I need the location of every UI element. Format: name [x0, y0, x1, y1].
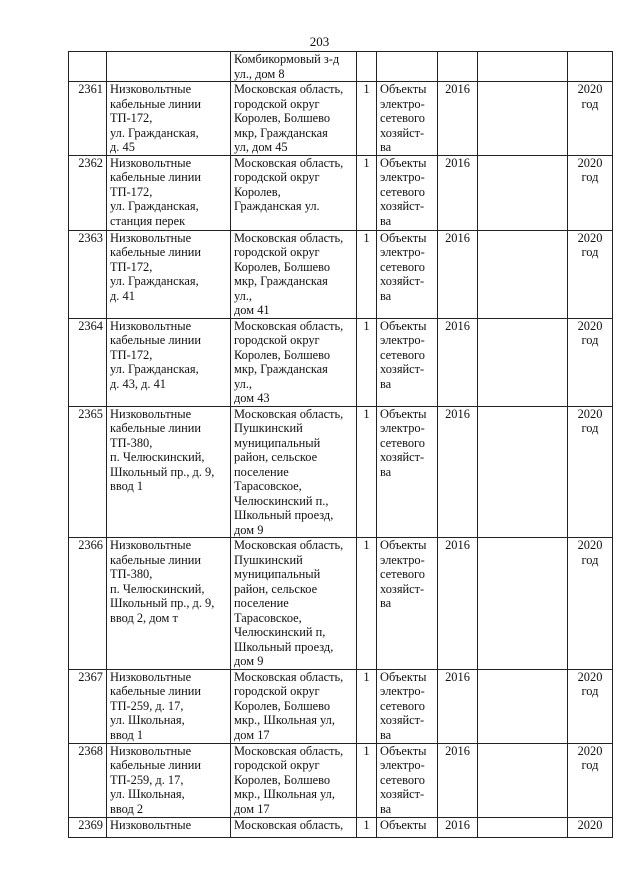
- address-line: Королев, Болшево: [234, 698, 331, 713]
- address-line: дом 41: [234, 303, 270, 317]
- address-line: мкр, Гражданская: [234, 125, 328, 140]
- period-line: год: [581, 684, 599, 698]
- cell-blank: [478, 669, 568, 743]
- name-line: Низковольтные: [110, 406, 192, 421]
- type-line: электро-: [380, 684, 425, 698]
- type-line: хозяйст-: [380, 125, 425, 140]
- type-line: Объекты: [380, 669, 427, 684]
- type-line: ва: [380, 140, 392, 154]
- page-number: 203: [309, 34, 330, 49]
- address-line: дом 17: [234, 727, 270, 742]
- name-line: Низковольтные: [110, 817, 192, 832]
- cell-qty: 1: [357, 82, 377, 156]
- address-line: городской округ: [234, 758, 320, 772]
- type-line: электро-: [380, 245, 425, 259]
- register-body: [69, 52, 613, 838]
- row-number: 2364: [69, 318, 107, 406]
- cell-type: [377, 743, 438, 817]
- cell-type: [377, 817, 438, 837]
- name-line: кабельные линии: [110, 684, 202, 698]
- type-line: Объекты: [380, 155, 427, 170]
- name-line: кабельные линии: [110, 245, 202, 259]
- type-line: Объекты: [380, 817, 427, 832]
- type-line: Объекты: [380, 230, 427, 245]
- address-line: поселение: [234, 596, 289, 610]
- cell-qty: [357, 52, 377, 82]
- cell-period: [568, 538, 613, 670]
- period-line: год: [581, 245, 599, 259]
- cell-type: [377, 318, 438, 406]
- cell-blank: [478, 406, 568, 538]
- cell-year: 2016: [438, 318, 478, 406]
- type-line: ва: [380, 213, 392, 228]
- name-line: кабельные линии: [110, 96, 202, 111]
- name-line: ул. Школьная,: [110, 787, 185, 801]
- address-line: Московская область,: [234, 538, 344, 552]
- cell-qty: 1: [357, 538, 377, 670]
- type-line: хозяйст-: [380, 581, 425, 596]
- name-line: ТП-172,: [110, 347, 153, 362]
- period-line: год: [581, 758, 599, 772]
- name-line: ТП-172,: [110, 259, 153, 274]
- address-line: мкр., Школьная ул,: [234, 713, 335, 727]
- period-line: год: [581, 552, 599, 567]
- name-line: ввод 2, дом т: [110, 610, 178, 625]
- address-line: городской округ: [234, 245, 320, 259]
- cell-type: [377, 82, 438, 156]
- address-line: Московская область,: [234, 155, 344, 170]
- type-line: хозяйст-: [380, 274, 425, 288]
- type-line: ва: [380, 727, 392, 742]
- type-line: сетевого: [380, 698, 425, 713]
- cell-period: [568, 817, 613, 837]
- cell-period: [568, 155, 613, 230]
- name-line: Низковольтные: [110, 318, 192, 333]
- address-line: Школьный проезд,: [234, 639, 334, 654]
- type-line: электро-: [380, 333, 425, 347]
- cell-blank: [478, 318, 568, 406]
- name-line: ввод 1: [110, 479, 144, 493]
- cell-type: [377, 155, 438, 230]
- table-row-continuation: [69, 52, 613, 82]
- cell-year: 2016: [438, 230, 478, 318]
- address-line: Королев, Болшево: [234, 772, 331, 787]
- cell-period: [568, 318, 613, 406]
- cell-qty: 1: [357, 230, 377, 318]
- cell-period: [568, 52, 613, 82]
- type-line: хозяйст-: [380, 450, 425, 464]
- period-line: 2020: [577, 82, 603, 96]
- address-line: ул, дом 45: [234, 140, 288, 154]
- table-row: [69, 817, 613, 837]
- type-line: сетевого: [380, 111, 425, 125]
- address-line: дом 9: [234, 522, 264, 537]
- cell-address: [231, 538, 357, 670]
- period-line: 2020: [577, 743, 603, 758]
- type-line: хозяйст-: [380, 787, 425, 801]
- name-line: Низковольтные: [110, 669, 192, 684]
- type-line: сетевого: [380, 184, 425, 199]
- name-line: кабельные линии: [110, 421, 202, 435]
- cell-address: [231, 743, 357, 817]
- address-line: городской округ: [234, 170, 320, 184]
- address-line: городской округ: [234, 684, 320, 698]
- address-line: ул.,: [234, 376, 253, 391]
- name-line: ул. Гражданская,: [110, 362, 199, 376]
- cell-name: [107, 52, 231, 82]
- row-number: 2363: [69, 230, 107, 318]
- row-number: 2369: [69, 817, 107, 837]
- cell-address: [231, 230, 357, 318]
- period-line: год: [581, 333, 599, 347]
- type-line: сетевого: [380, 347, 425, 362]
- address-line: Гражданская ул.: [234, 199, 320, 213]
- cell-year: 2016: [438, 669, 478, 743]
- type-line: сетевого: [380, 772, 425, 787]
- cell-type: [377, 230, 438, 318]
- name-line: Низковольтные: [110, 155, 192, 170]
- name-line: ТП-380,: [110, 435, 153, 450]
- address-line: мкр, Гражданская: [234, 274, 328, 288]
- name-line: ТП-380,: [110, 567, 153, 581]
- cell-period: [568, 669, 613, 743]
- type-line: сетевого: [380, 567, 425, 581]
- cell-year: 2016: [438, 82, 478, 156]
- row-number: 2362: [69, 155, 107, 230]
- cell-address: [231, 406, 357, 538]
- name-line: ул. Гражданская,: [110, 199, 199, 213]
- address-line: Королев, Болшево: [234, 111, 331, 125]
- cell-blank: [478, 743, 568, 817]
- type-line: электро-: [380, 758, 425, 772]
- cell-address: [231, 318, 357, 406]
- register-table: [68, 51, 613, 838]
- cell-period: [568, 230, 613, 318]
- address-line: Королев, Болшево: [234, 259, 331, 274]
- cell-qty: 1: [357, 155, 377, 230]
- period-line: 2020: [577, 155, 603, 170]
- cell-address: [231, 52, 357, 82]
- address-line: Тарасовское,: [234, 610, 302, 625]
- type-line: хозяйст-: [380, 199, 425, 213]
- type-line: ва: [380, 288, 392, 303]
- address-line: Московская область,: [234, 82, 344, 96]
- cell-qty: 1: [357, 318, 377, 406]
- address-line: муниципальный: [234, 435, 321, 450]
- type-line: Объекты: [380, 318, 427, 333]
- name-line: ул. Гражданская,: [110, 125, 199, 140]
- cell-type: [377, 406, 438, 538]
- address-line: Московская область,: [234, 743, 344, 758]
- period-line: 2020: [577, 318, 603, 333]
- name-line: ТП-259, д. 17,: [110, 772, 184, 787]
- cell-period: [568, 406, 613, 538]
- name-line: станция перек: [110, 213, 186, 228]
- cell-blank: [478, 82, 568, 156]
- type-line: хозяйст-: [380, 362, 425, 376]
- cell-blank: [478, 538, 568, 670]
- table-row: [69, 669, 613, 743]
- type-line: сетевого: [380, 259, 425, 274]
- name-line: Низковольтные: [110, 82, 192, 96]
- cell-name: [107, 538, 231, 670]
- type-line: Объекты: [380, 406, 427, 421]
- type-line: Объекты: [380, 82, 427, 96]
- name-line: Низковольтные: [110, 230, 192, 245]
- type-line: ва: [380, 596, 392, 610]
- address-line: Московская область,: [234, 817, 344, 832]
- cell-name: [107, 669, 231, 743]
- table-row: [69, 230, 613, 318]
- cell-type: [377, 669, 438, 743]
- name-line: кабельные линии: [110, 333, 202, 347]
- address-line: ул.,: [234, 288, 253, 303]
- cell-year: 2016: [438, 743, 478, 817]
- cell-blank: [478, 52, 568, 82]
- type-line: электро-: [380, 170, 425, 184]
- cell-blank: [478, 230, 568, 318]
- address-line: Московская область,: [234, 230, 344, 245]
- row-number: 2368: [69, 743, 107, 817]
- period-line: 2020: [577, 406, 603, 421]
- name-line: ТП-172,: [110, 111, 153, 125]
- address-line: ул., дом 8: [234, 66, 285, 81]
- name-line: кабельные линии: [110, 170, 202, 184]
- address-line: городской округ: [234, 96, 320, 111]
- table-row: [69, 318, 613, 406]
- name-line: Школьный пр., д. 9,: [110, 464, 215, 479]
- address-line: Московская область,: [234, 406, 344, 421]
- name-line: Низковольтные: [110, 743, 192, 758]
- address-line: Московская область,: [234, 669, 344, 684]
- type-line: ва: [380, 376, 392, 391]
- address-line: Королев,: [234, 184, 281, 199]
- row-number: 2365: [69, 406, 107, 538]
- name-line: ТП-172,: [110, 184, 153, 199]
- period-line: год: [581, 170, 599, 184]
- table-row: [69, 82, 613, 156]
- cell-address: [231, 82, 357, 156]
- cell-year: 2016: [438, 817, 478, 837]
- period-line: 2020: [577, 817, 603, 832]
- name-line: д. 45: [110, 140, 135, 154]
- address-line: Московская область,: [234, 318, 344, 333]
- cell-address: [231, 669, 357, 743]
- cell-blank: [478, 817, 568, 837]
- type-line: электро-: [380, 552, 425, 567]
- address-line: мкр, Гражданская: [234, 362, 328, 376]
- name-line: д. 43, д. 41: [110, 376, 166, 391]
- type-line: ва: [380, 464, 392, 479]
- name-line: Низковольтные: [110, 538, 192, 552]
- cell-period: [568, 82, 613, 156]
- cell-name: [107, 318, 231, 406]
- address-line: Пушкинский: [234, 552, 303, 567]
- name-line: ул. Школьная,: [110, 713, 185, 727]
- address-line: Челюскинский п.,: [234, 493, 329, 508]
- table-row: [69, 155, 613, 230]
- cell-name: [107, 82, 231, 156]
- name-line: Школьный пр., д. 9,: [110, 596, 215, 610]
- cell-qty: 1: [357, 817, 377, 837]
- cell-year: [438, 52, 478, 82]
- period-line: 2020: [577, 669, 603, 684]
- cell-name: [107, 817, 231, 837]
- type-line: Объекты: [380, 538, 427, 552]
- cell-year: 2016: [438, 406, 478, 538]
- period-line: 2020: [577, 538, 603, 552]
- name-line: ул. Гражданская,: [110, 274, 199, 288]
- address-line: муниципальный: [234, 567, 321, 581]
- row-number: 2366: [69, 538, 107, 670]
- type-line: ва: [380, 801, 392, 816]
- address-line: Пушкинский: [234, 421, 303, 435]
- table-row: [69, 538, 613, 670]
- type-line: электро-: [380, 421, 425, 435]
- address-line: район, сельское: [234, 450, 318, 464]
- address-line: Челюскинский п,: [234, 625, 326, 639]
- type-line: Объекты: [380, 743, 427, 758]
- address-line: поселение: [234, 464, 289, 479]
- address-line: дом 43: [234, 391, 270, 405]
- address-line: район, сельское: [234, 581, 318, 596]
- cell-year: 2016: [438, 155, 478, 230]
- name-line: ввод 2: [110, 801, 144, 816]
- period-line: 2020: [577, 230, 603, 245]
- cell-type: [377, 52, 438, 82]
- name-line: ТП-259, д. 17,: [110, 698, 184, 713]
- period-line: год: [581, 96, 599, 111]
- cell-name: [107, 155, 231, 230]
- table-row: [69, 406, 613, 538]
- name-line: д. 41: [110, 288, 135, 303]
- row-number: 2367: [69, 669, 107, 743]
- cell-blank: [478, 155, 568, 230]
- table-row: [69, 743, 613, 817]
- cell-name: [107, 743, 231, 817]
- row-number: 2361: [69, 82, 107, 156]
- period-line: год: [581, 421, 599, 435]
- address-line: Королев, Болшево: [234, 347, 331, 362]
- address-line: Комбикормовый з-д: [234, 52, 340, 66]
- type-line: хозяйст-: [380, 713, 425, 727]
- cell-address: [231, 817, 357, 837]
- cell-qty: 1: [357, 406, 377, 538]
- name-line: ввод 1: [110, 727, 144, 742]
- type-line: сетевого: [380, 435, 425, 450]
- address-line: городской округ: [234, 333, 320, 347]
- name-line: п. Челюскинский,: [110, 450, 205, 464]
- cell-name: [107, 406, 231, 538]
- address-line: дом 17: [234, 801, 270, 816]
- address-line: Тарасовское,: [234, 479, 302, 493]
- cell-qty: 1: [357, 669, 377, 743]
- cell-num: [69, 52, 107, 82]
- name-line: п. Челюскинский,: [110, 581, 205, 596]
- type-line: электро-: [380, 96, 425, 111]
- cell-year: 2016: [438, 538, 478, 670]
- cell-period: [568, 743, 613, 817]
- name-line: кабельные линии: [110, 552, 202, 567]
- name-line: кабельные линии: [110, 758, 202, 772]
- address-line: дом 9: [234, 654, 264, 668]
- cell-type: [377, 538, 438, 670]
- address-line: мкр., Школьная ул,: [234, 787, 335, 801]
- cell-qty: 1: [357, 743, 377, 817]
- cell-name: [107, 230, 231, 318]
- address-line: Школьный проезд,: [234, 508, 334, 522]
- cell-address: [231, 155, 357, 230]
